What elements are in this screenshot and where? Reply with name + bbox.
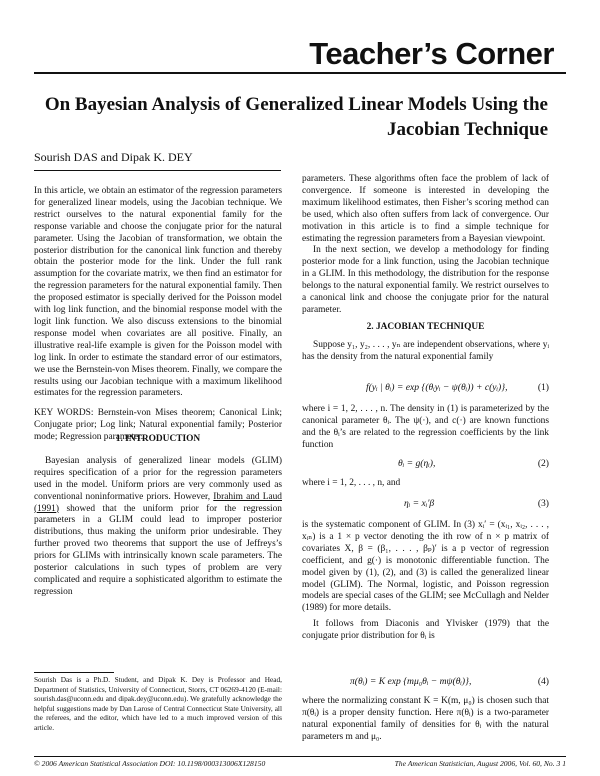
equation-4-number: (4) (537, 676, 549, 687)
abstract-rule (34, 170, 281, 171)
right-paragraph-3: Suppose y₁, y₂, . . . , yₙ are independent observations, where yᵢ has the density from the natural exponential family (302, 339, 549, 362)
intro-heading: 1. INTRODUCTION (115, 434, 201, 444)
right-paragraph-4: where i = 1, 2, . . . , n. The density in (1) is parameterized by the canonical parameter θᵢ. The ψ(·), and c(·) are known functions and the θᵢ’s are related to the regression coefficients by the link function (302, 404, 549, 450)
equation-1: f(yᵢ | θᵢ) = exp {(θᵢyᵢ − ψ(θᵢ)) + c(yᵢ)}, (366, 382, 508, 393)
header-rule (34, 72, 566, 74)
citation-link[interactable]: Ibrahim and Laud (1991) (34, 491, 282, 514)
right-block-4 (302, 404, 549, 452)
right-column-top (302, 174, 549, 317)
section-title: Teacher’s Corner (309, 36, 554, 71)
right-block-8 (302, 696, 549, 744)
left-column (34, 186, 282, 444)
right-paragraph-7: It follows from Diaconis and Ylvisker (1979) that the conjugate prior distribution for θᵢ is (302, 619, 549, 642)
footer-left: © 2006 American Statistical Association DOI: 10.1198/000313006X128150 (34, 759, 266, 768)
keywords: KEY WORDS: Bernstein-von Mises theorem; Canonical Link; Conjugate prior; Log link; Natural exponential family; Posterior mode; Regression parameter. (34, 408, 282, 443)
footer-rule (34, 756, 566, 757)
paper-title-line-2: Jacobian Technique (386, 119, 548, 140)
right-paragraph-1: parameters. These algorithms often face the problem of lack of convergence. If someone is interested in developing the maximum likelihood estimates, then Fisher’s scoring method can be used, which also often suffers from lack of convergence. Our motivation in this article is to find a simple technique for estimating the regression parameters from a Bayesian viewpoint. (302, 174, 549, 244)
right-paragraph-5: where i = 1, 2, . . . , n, and (302, 478, 401, 488)
footnote-rule (34, 672, 114, 673)
right-block-5 (302, 478, 549, 490)
paper-title-line-1: On Bayesian Analysis of Generalized Linear Models Using the (44, 94, 548, 115)
equation-4: π(θᵢ) = K exp {mμ₀θᵢ − mψ(θᵢ)}, (350, 676, 472, 687)
equation-3-number: (3) (537, 498, 549, 509)
paper-title (34, 92, 548, 142)
equation-2-number: (2) (537, 458, 549, 469)
right-paragraph-8: where the normalizing constant K = K(m, μ₀) is chosen such that π(θᵢ) is a proper density function. Here π(θᵢ) is a two-parameter natural exponential family of densities for θᵢ with the natural parameters m and μ₀. (302, 696, 549, 742)
abstract-text: In this article, we obtain an estimator of the regression parameters for generalized linear models, using the Jacobian technique. We restrict ourselves to the natural exponential family for the response variable and choose the conjugate prior for the natural parameter. Using the Jacobian of transformation, we obtain the posterior distribution for the canonical link function and thereby obtain the posterior mode for the link. Under the full rank assumption for the covariate matrix, we then find an estimator for the regression parameters for the natural exponential family. Then the proposed estimator is specially derived for the Poisson model with log link function, and the binomial response model with the logit link function. We also discuss extensions to the binomial response model when covariates are all positive. Finally, an illustrative real-life example is given for the Poisson model with log link. In order to estimate the standard error of our estimators, we use the Bernstein-von Mises theorem. Finally, we compare the results using our Jacobian technique with a maximum likelihood estimates for the regression parameters. (34, 186, 282, 399)
intro-text-before: Bayesian analysis of generalized linear models (GLIM) requires specification of a prior for the regression parameters used in the model. Uniform priors are very commonly used as conventional noninformative priors. However, (34, 455, 282, 502)
right-paragraph-6: is the systematic component of GLIM. In (3) xᵢ′ = (xᵢ₁, xᵢ₂, . . . , xᵢₙ) is a 1 × p vector denoting the ith row of n × p matrix of covariates X, β = (β₁, . . . , βₚ)′ is a p vector of regression coefficient, and g(·) is monotonic differentiable function. The model given by (1), (2), and (3) is called the generalized linear model (GLIM). The Normal, logistic, and Poisson regression models are special cases of the GLIM; see McCullagh and Nelder (1989) for more details. (302, 520, 549, 614)
intro-section (34, 434, 282, 599)
footer-right: The American Statistician, August 2006, Vol. 60, No. 3 1 (394, 759, 566, 768)
intro-text-after: showed that the uniform prior for the regression parameters in a GLIM could lead to improper posterior distributions, thus making the uniform prior undesirable. They further proved two theorems that support the use of Jeffreys’s priors for GLIMs with intrinsically known scale parameters. The posterior calculations in such types of problem are very complicated and require a sophisticated algorithm to estimate the regression (34, 503, 282, 597)
equation-1-number: (1) (537, 382, 549, 393)
jacobian-section (302, 322, 549, 364)
intro-paragraph (34, 456, 282, 599)
authors: Sourish DAS and Dipak K. DEY (34, 150, 193, 164)
author-footnote: Sourish Das is a Ph.D. Student, and Dipak K. Dey is Professor and Head, Department of Statistics, University of Connecticut, Storrs, CT 06269-4120 (E-mail: sourish.das@uconn.edu and dipak.dey@uconn.edu). We gratefully acknowledge the helpful suggestions made by Dan Larose of Central Connecticut State University, all the referees, and the editor, which have led to a much improved version of this article. (34, 675, 282, 732)
equation-2: θᵢ = g(ηᵢ), (398, 458, 436, 469)
right-paragraph-2: In the next section, we develop a methodology for finding posterior mode for a link function, using the Jacobian technique in a GLIM. In this methodology, the distribution for the response belongs to the natural exponential family. We restrict ourselves to a canonical link and choose the conjugate prior for the natural parameter. (302, 245, 549, 315)
right-block-6 (302, 520, 549, 643)
jacobian-heading: 2. JACOBIAN TECHNIQUE (366, 322, 485, 332)
equation-3: ηᵢ = xᵢ′β (404, 498, 435, 509)
